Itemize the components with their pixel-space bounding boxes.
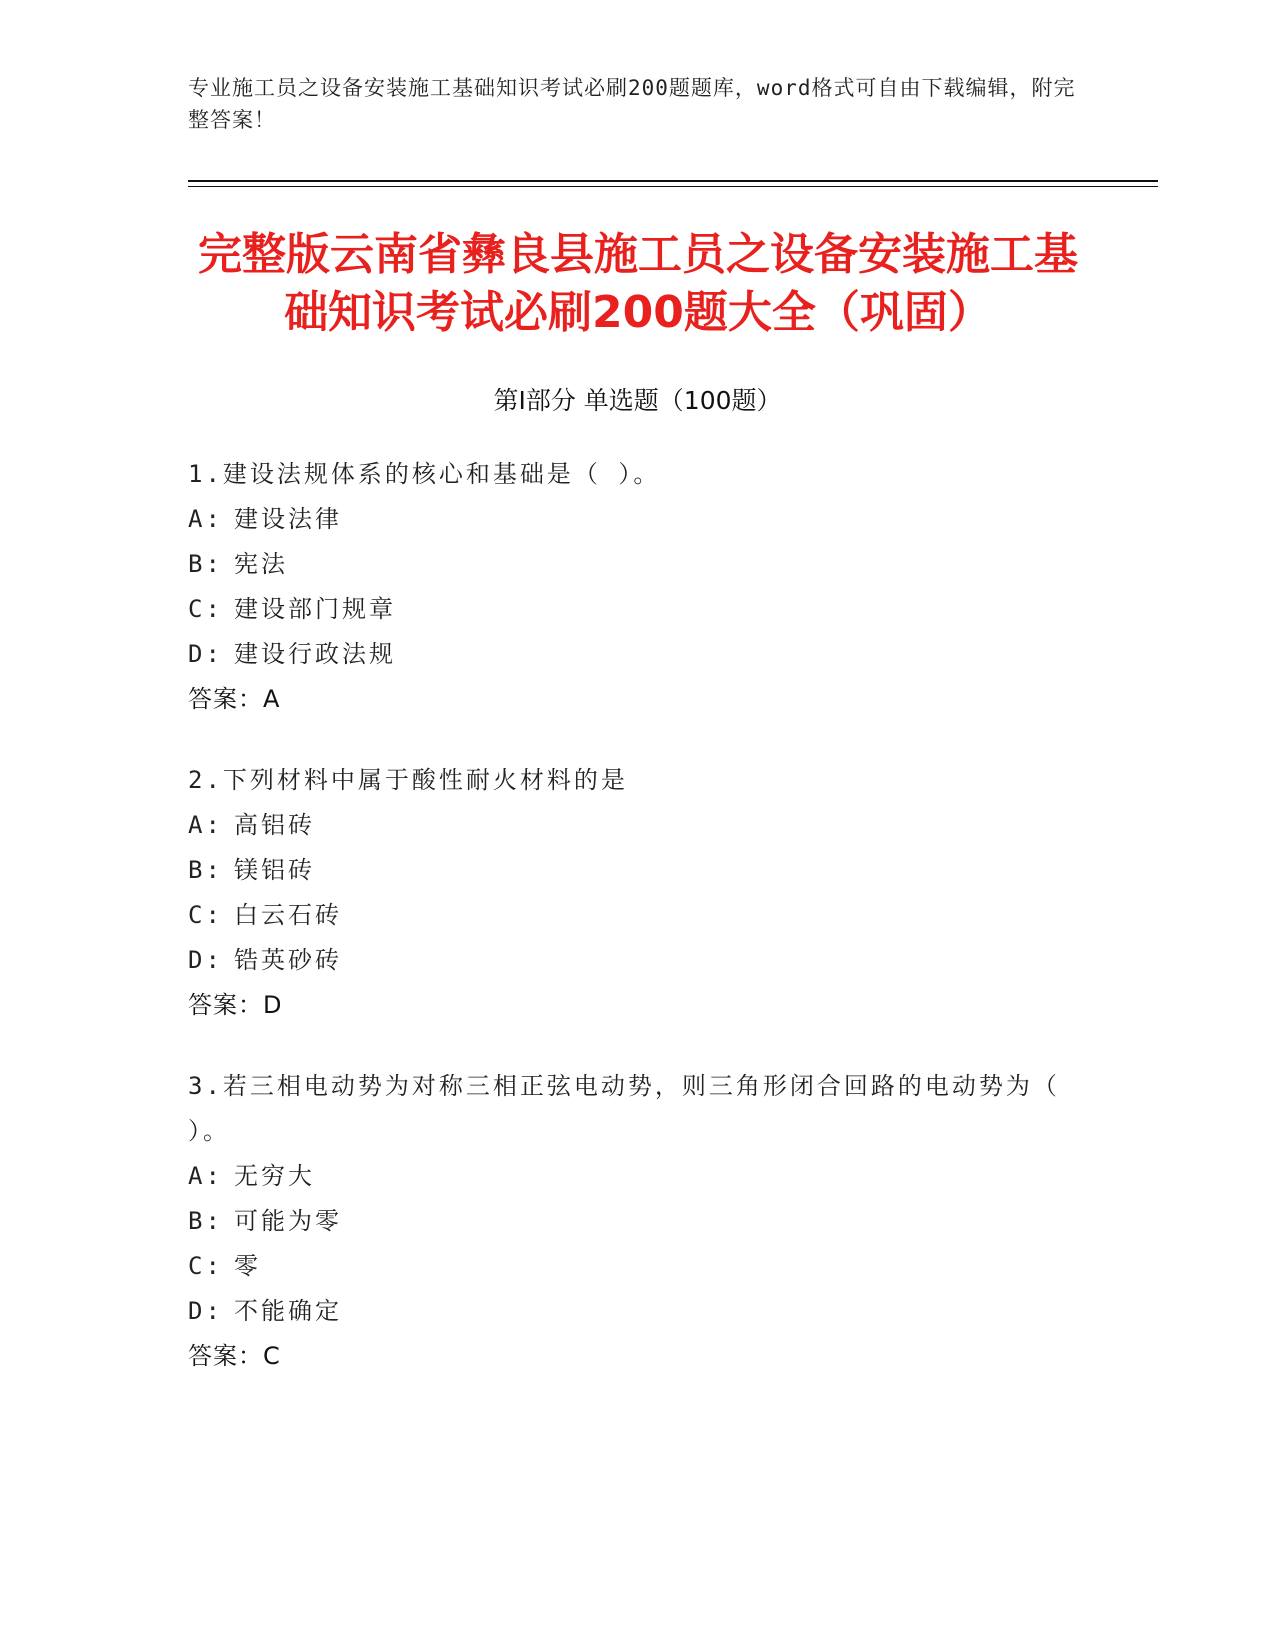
option-letter: B: (188, 550, 223, 578)
option-text: 不能确定 (234, 1297, 342, 1325)
option-text: 锆英砂砖 (234, 946, 342, 974)
answer-line: 答案：A (188, 685, 281, 713)
option-text: 建设法律 (234, 505, 342, 533)
option-text: 宪法 (234, 550, 288, 578)
question-stem: 2.下列材料中属于酸性耐火材料的是 (188, 766, 628, 794)
question-2 (188, 758, 1088, 1028)
header-note: 专业施工员之设备安装施工基础知识考试必刷200题题库，word格式可自由下载编辑，附完整答案！ (188, 76, 1076, 132)
option-letter: A: (188, 505, 223, 533)
question-3 (188, 1064, 1088, 1379)
option-text: 零 (234, 1252, 261, 1280)
option-text: 镁铝砖 (234, 856, 315, 884)
option-d (188, 938, 1088, 983)
option-letter: D: (188, 640, 223, 668)
question-stem: 1.建设法规体系的核心和基础是（ ）。 (188, 460, 661, 488)
header-rule-thin (188, 186, 1158, 187)
option-letter: A: (188, 1162, 223, 1190)
document-title: 完整版云南省彝良县施工员之设备安装施工基础知识考试必刷200题大全（巩固） (198, 229, 1078, 338)
option-c (188, 1244, 1088, 1289)
question-stem: 3.若三相电动势为对称三相正弦电动势，则三角形闭合回路的电动势为（ ）。 (188, 1072, 1060, 1145)
option-a (188, 497, 1088, 542)
section-heading: 第Ⅰ部分 单选题（100题） (493, 386, 782, 415)
option-letter: A: (188, 811, 223, 839)
option-letter: D: (188, 946, 223, 974)
option-c (188, 587, 1088, 632)
option-text: 高铝砖 (234, 811, 315, 839)
option-a (188, 803, 1088, 848)
option-letter: C: (188, 901, 223, 929)
answer-line: 答案：C (188, 1342, 281, 1370)
option-text: 无穷大 (234, 1162, 315, 1190)
answer-line: 答案：D (188, 991, 283, 1019)
option-d (188, 632, 1088, 677)
header-rule-thick (188, 180, 1158, 182)
option-c (188, 893, 1088, 938)
option-text: 白云石砖 (234, 901, 342, 929)
option-letter: D: (188, 1297, 223, 1325)
option-b (188, 1199, 1088, 1244)
question-1 (188, 452, 1088, 722)
option-letter: B: (188, 856, 223, 884)
option-b (188, 542, 1088, 587)
option-letter: C: (188, 1252, 223, 1280)
option-a (188, 1154, 1088, 1199)
option-text: 可能为零 (234, 1207, 342, 1235)
option-text: 建设行政法规 (234, 640, 396, 668)
option-letter: B: (188, 1207, 223, 1235)
option-d (188, 1289, 1088, 1334)
option-letter: C: (188, 595, 223, 623)
option-text: 建设部门规章 (234, 595, 396, 623)
option-b (188, 848, 1088, 893)
